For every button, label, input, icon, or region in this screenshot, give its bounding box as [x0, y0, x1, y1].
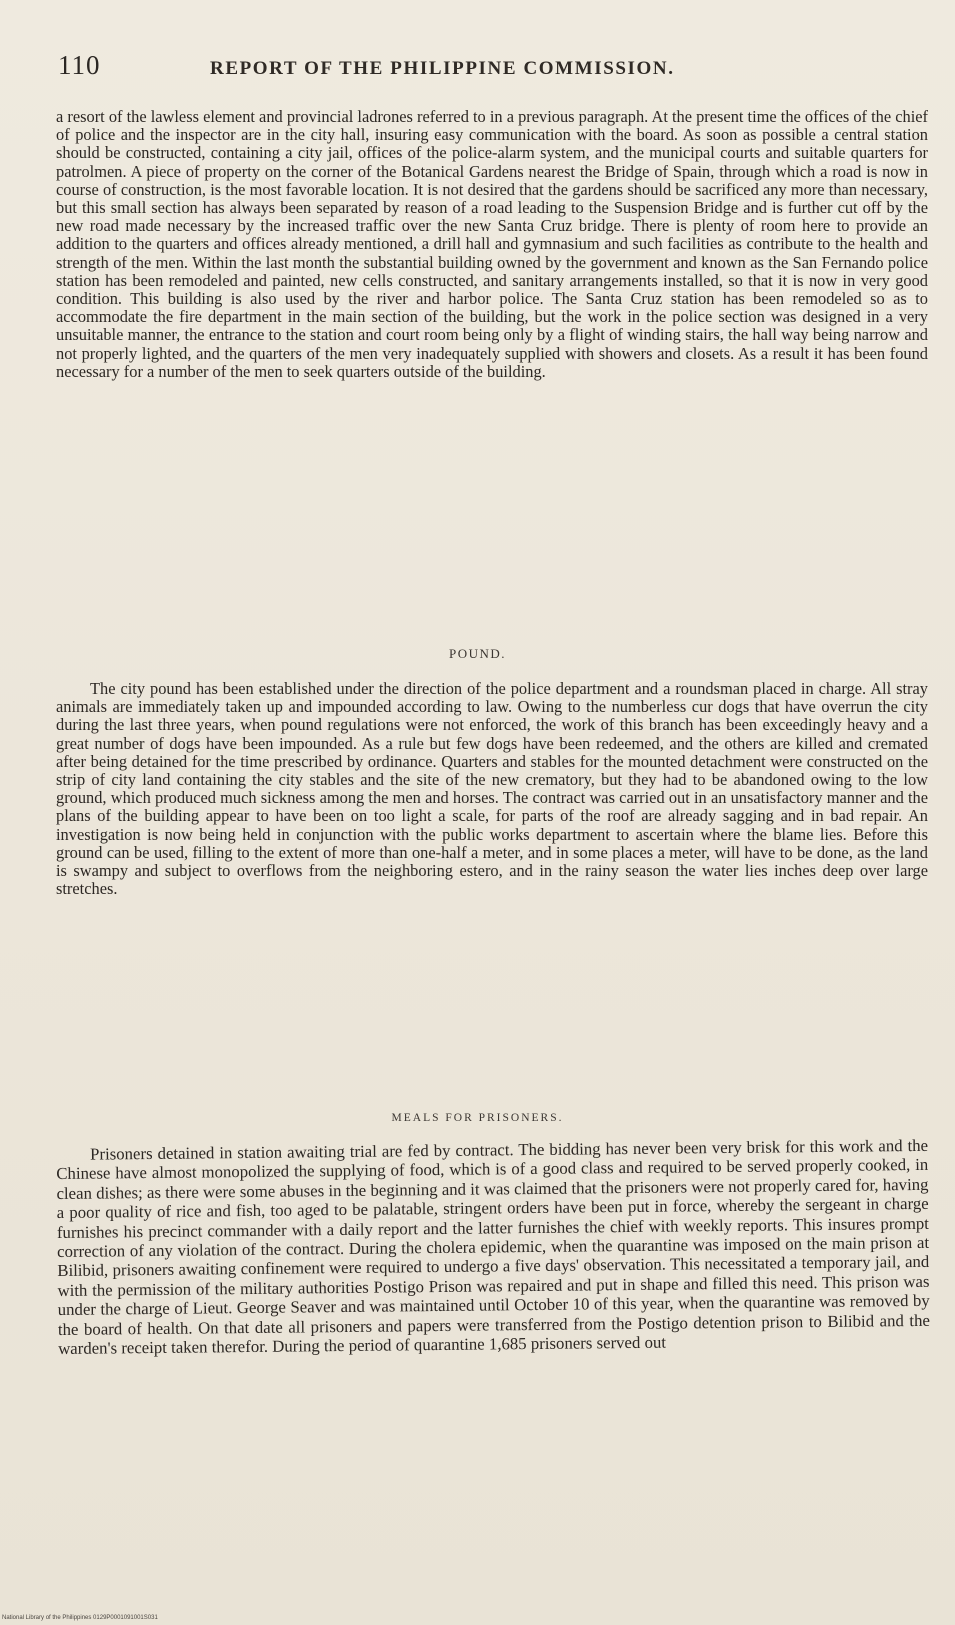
meals-paragraph: Prisoners detained in station awaiting trial are fed by contract. The bidding has never been very brisk for this work and the Chinese have almost monopolized the supplying of food, which is of a good class and required to be served properly cooked, in clean dishes; as there were some abuses in the beginning and it was claimed that the prisoners were not properly cared for, having a poor quality of rice and fish, too aged to be palatable, stringent orders have been put in force, whereby the sergeant in charge furnishes his precinct commander with a daily report and the latter furnishes the chief with weekly reports. This insures prompt correction of any violation of the contract. During the cholera epidemic, when the quarantine was imposed on the main prison at Bilibid, prisoners awaiting confinement were required to undergo a five days' observation. This necessitated a temporary jail, and with the permission of the military authorities Postigo Prison was repaired and put in shape and filled this need. This prison was under the charge of Lieut. George Seaver and was maintained until October 10 of this year, when the quarantine was removed by the board of health. On that date all prisoners and papers were transferred from the Postigo detention prison to Bilibid and the warden's receipt taken therefor. During the period of quarantine 1,685 prisoners served out	[56, 1135, 930, 1359]
scan-credit: National Library of the Philippines 0129P0001091001S031	[2, 1615, 158, 1621]
pound-paragraph: The city pound has been established under the direction of the police department and a roundsman placed in charge. All stray animals are immediately taken up and impounded according to law. Owing to the numberless cur dogs that have overrun the city during the last three years, when pound regulations were not enforced, the work of this branch has been exceedingly heavy and a great number of dogs have been impounded. As a rule but few dogs have been redeemed, and the others are killed and cremated after being detained for the time prescribed by ordinance. Quarters and stables for the mounted detachment were constructed on the strip of city land containing the city stables and the site of the new crematory, but they had to be abandoned owing to the low ground, which produced much sickness among the men and horses. The contract was carried out in an unsatisfactory manner and the plans of the building appear to have been on too light a scale, for parts of the roof are already sagging and in bad repair. An investigation is now being held in conjunction with the public works department to ascertain where the blame lies. Before this ground can be used, filling to the extent of more than one-half a meter, and in some places a meter, will have to be done, as the land is swampy and subject to overflows from the neighboring estero, and in the rainy season the water lies inches deep over large stretches.	[56, 679, 928, 899]
intro-paragraph: a resort of the lawless element and provincial ladrones referred to in a previous paragraph. At the present time the offices of the chief of police and the inspector are in the city hall, insuring easy communication with the board. As soon as possible a central station should be constructed, containing a city jail, offices of the police-alarm system, and the municipal courts and suitable quarters for patrolmen. A piece of property on the corner of the Botanical Gardens nearest the Bridge of Spain, through which a road is now in course of construction, is the most favorable location. It is not desired that the gardens should be sacrificed any more than necessary, but this small section has always been separated by reason of a road leading to the Suspension Bridge and is further cut off by the new road made necessary by the increased traffic over the new Santa Cruz bridge. There is plenty of room here to provide an addition to the quarters and offices already mentioned, a drill hall and gymnasium and such facilities as contribute to the health and strength of the men. Within the last month the substantial building owned by the government and known as the San Fernando police station has been remodeled and painted, new cells constructed, and sanitary arrangements installed, so that it is now in very good condition. This building is also used by the river and harbor police. The Santa Cruz station has been remodeled so as to accommodate the fire department in the main section of the building, but the work in the police section was designed in a very unsuitable manner, the entrance to the station and court room being only by a flight of winding stairs, the hall way being narrow and not properly lighted, and the quarters of the men very inadequately supplied with showers and closets. As a result it has been found necessary for a number of the men to seek quarters outside of the building.	[56, 107, 928, 381]
meals-heading: MEALS FOR PRISONERS.	[391, 1112, 564, 1124]
pound-paragraph-block	[56, 680, 928, 898]
meals-paragraph-block	[56, 1136, 930, 1359]
intro-paragraph-block	[56, 108, 928, 381]
page-number: 110	[58, 50, 101, 80]
pound-heading: POUND.	[448, 646, 507, 661]
running-title: REPORT OF THE PHILIPPINE COMMISSION.	[210, 58, 675, 79]
